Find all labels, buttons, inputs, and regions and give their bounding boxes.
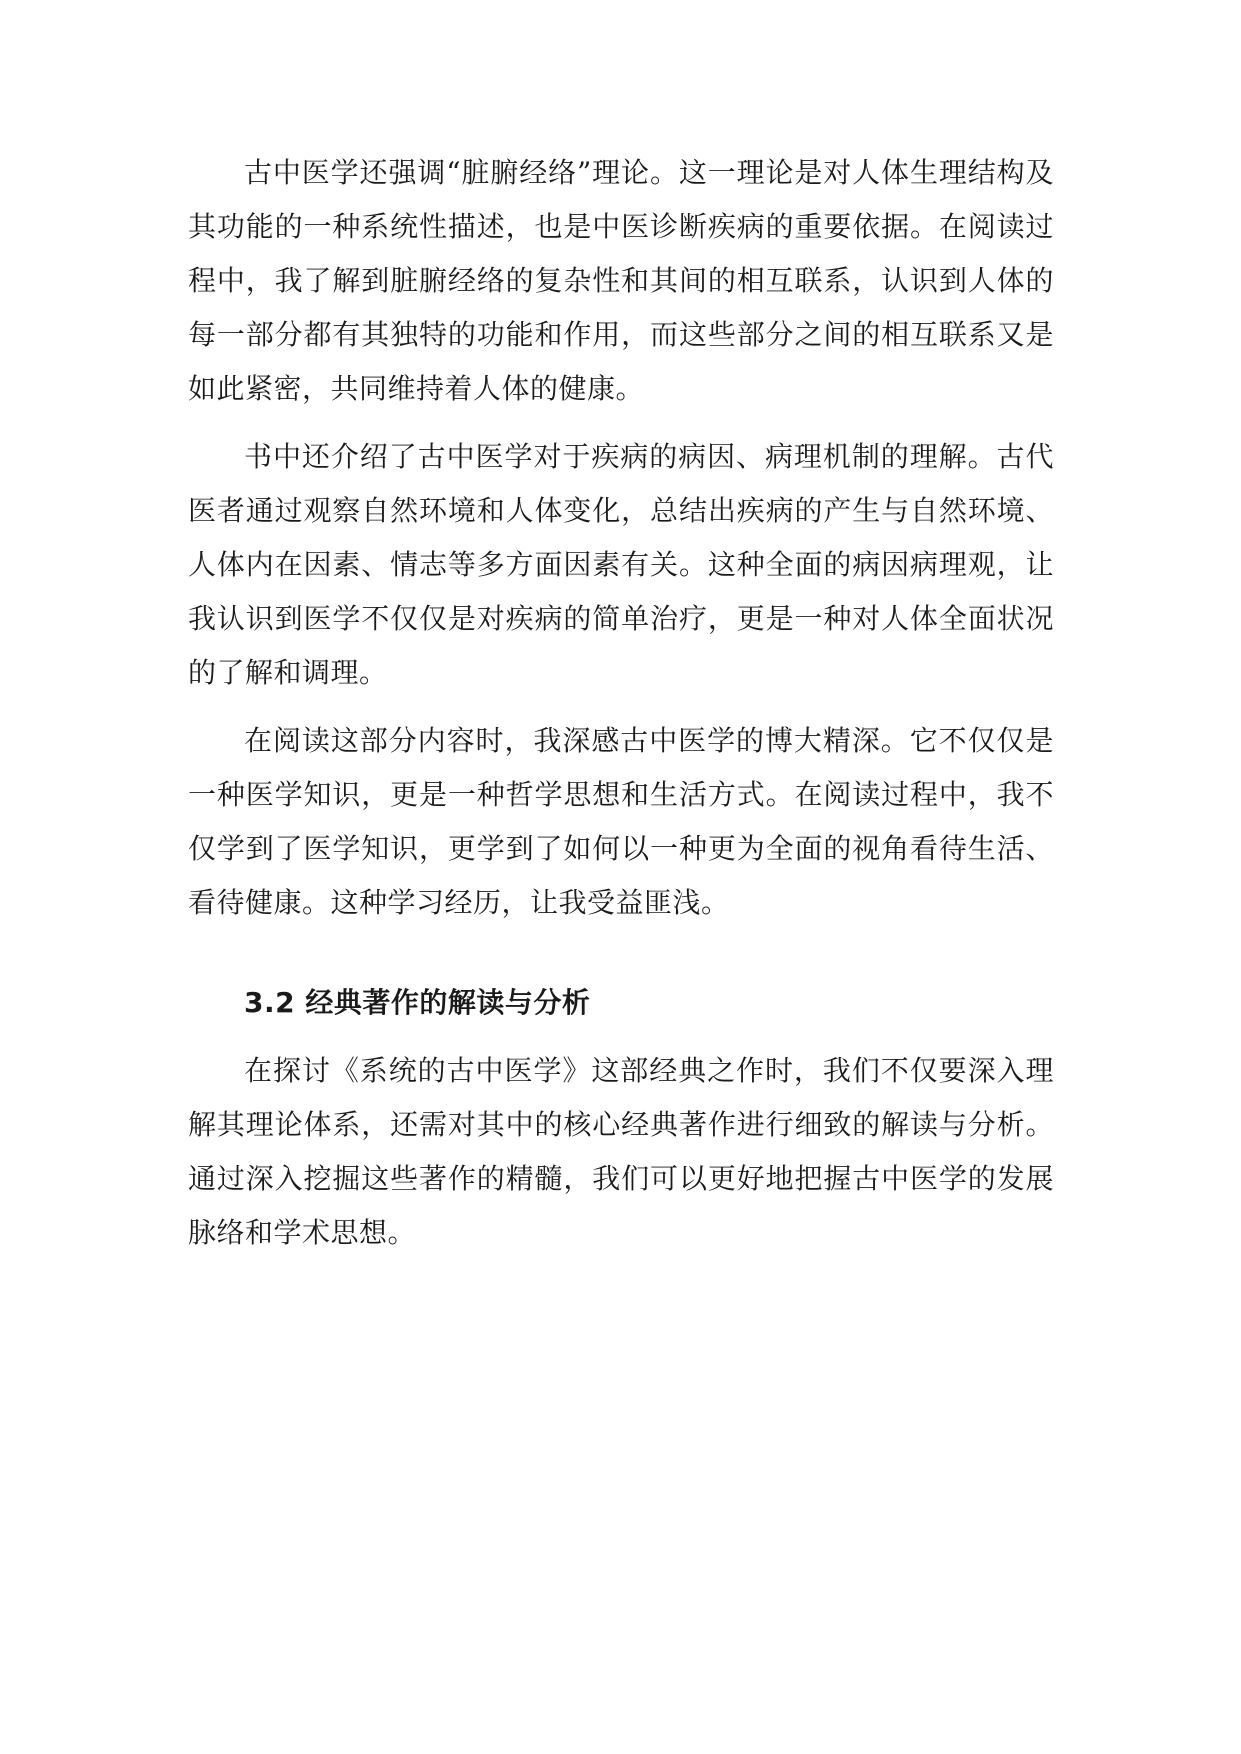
paragraph-reading-reflection: 在阅读这部分内容时，我深感古中医学的博大精深。它不仅仅是一种医学知识，更是一种哲学思想和生活方式。在阅读过程中，我不仅学到了医学知识，更学到了如何以一种更为全面的视角看待生活、看待健康。这种学习经历，让我受益匪浅。 (188, 724, 1054, 919)
section-heading: 3.2 经典著作的解读与分析 (244, 986, 591, 1019)
paragraph-classic-works-intro: 在探讨《系统的古中医学》这部经典之作时，我们不仅要深入理解其理论体系，还需对其中的核心经典著作进行细致的解读与分析。通过深入挖掘这些著作的精髓，我们可以更好地把握古中医学的发展脉络和学术思想。 (188, 1054, 1054, 1249)
paragraph-disease-etiology: 书中还介绍了古中医学对于疾病的病因、病理机制的理解。古代医者通过观察自然环境和人体变化，总结出疾病的产生与自然环境、人体内在因素、情志等多方面因素有关。这种全面的病因病理观，让我认识到医学不仅仅是对疾病的简单治疗，更是一种对人体全面状况的了解和调理。 (188, 440, 1054, 689)
page-content (188, 146, 1054, 1274)
paragraph-zangfu-theory: 古中医学还强调“脏腑经络”理论。这一理论是对人体生理结构及其功能的一种系统性描述，也是中医诊断疾病的重要依据。在阅读过程中，我了解到脏腑经络的复杂性和其间的相互联系，认识到人体的每一部分都有其独特的功能和作用，而这些部分之间的相互联系又是如此紧密，共同维持着人体的健康。 (188, 156, 1054, 405)
